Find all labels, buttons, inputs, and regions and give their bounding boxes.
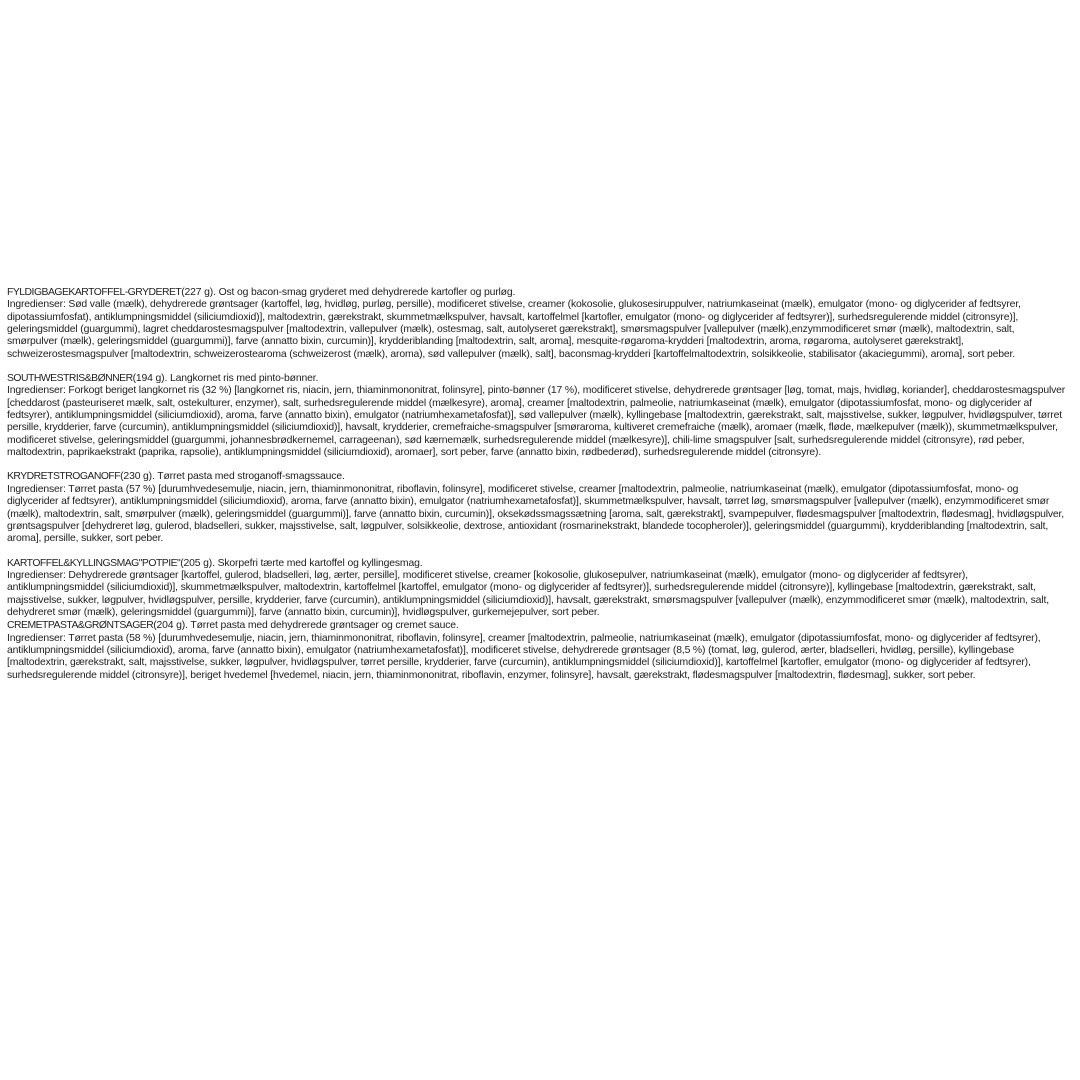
product-description: Tørret pasta med dehydrerede grøntsager og cremet sauce. [187, 620, 459, 632]
product-weight: (194 g). [132, 373, 168, 385]
product-block [7, 471, 1067, 545]
product-block [7, 373, 1067, 459]
product-title: CREMETPASTA&GRØNTSAGER [7, 620, 154, 632]
product-ingredients: Ingredienser: Forkogt beriget langkornet ris (32 %) [langkornet ris, niacin, jern, thiaminmononitrat, folinsyre], pinto-bønner (17 %), modificeret stivelse, dehydrerede grøntsager [løg, tomat, majs, hvidløg, koriander], cheddarostesmagspulver [cheddarost (pasteuriseret mælk, salt, ostekulturer, enzymer), salt, surhedsregulerende middel (mælkesyre), aroma], creamer [maltodextrin, palmeolie, natriumkaseinat (mælk), emulgator (dipotassiumfosfat, mono- og diglycerider af fedtsyrer), antiklumpningsmiddel (siliciumdioxid), aroma, farve (annatto bixin), emulgator (natriumhexametafosfat)], sød vallepulver (mælk), kyllingebase [maltodextrin, gærekstrakt, salt, majsstivelse, sukker, løgpulver, hvidløgspulver, tørret persille, krydderier, farve (curcumin), antiklumpningsmiddel (siliciumdioxid)], havsalt, krydderier, cremefraiche-smagspulver [smøraroma, kultiveret cremefraiche (mælk), aromaer (mælk, fløde, mælkepulver (mælk)), skummetmælkspulver, modificeret stivelse, geleringsmiddel (guargummi, johannesbrødkernemel, carrageenan), sød kærnemælk, surhedsregulerende middel (mælkesyre)], chili-lime smagspulver [salt, surhedsregulerende middel (citronsyre), rød peber, maltodextrin, paprikaekstrakt (paprika, rapsolie), antiklumpningsmiddel (siliciumdioxid), aromaer], sort peber, farve (annatto bixin, rødbederød), surhedsregulerende middel (citronsyre). [7, 385, 1066, 459]
product-weight: (205 g). [180, 557, 215, 569]
product-block [7, 287, 1067, 361]
product-ingredients: Ingredienser: Dehydrerede grøntsager [kartoffel, gulerod, bladselleri, løg, ærter, persille], modificeret stivelse, creamer [kokosolie, glukosepulver, natriumkaseinat (mælk), emulgator (mono- og diglycerider af fedtsyrer), antiklumpningsmiddel (siliciumdioxid)], skummetmælkspulver, maltodextrin, kartoffelmel [kartoffel, emulgator (mono- og diglycerider af fedtsyrer)], surhedsregulerende middel (citronsyre)], kyllingebase [maltodextrin, gærekstrakt, salt, majsstivelse, sukker, løgpulver, hvidløgspulver, persille, krydderier, farve (curcumin), antiklumpningsmiddel (siliciumdioxid)], havsalt, gærekstrakt, smørsmagspulver [vallepulver (mælk), enzymmodificeret smør (mælk), maltodextrin, salt, dehydreret smør (mælk), geleringsmiddel (guargummi)], farve (annatto bixin, curcumin)], hvidløgspulver, gurkemejepulver, sort peber. [7, 569, 1049, 618]
product-heading [7, 558, 1067, 570]
product-weight: (230 g). [120, 471, 155, 483]
product-title: KARTOFFEL&KYLLINGSMAG"POTPIE" [7, 557, 181, 569]
ingredient-list [7, 287, 1067, 694]
product-heading [7, 620, 1067, 632]
product-block [7, 558, 1067, 620]
product-title: FYLDIGBAGEKARTOFFEL-GRYDERET [7, 287, 182, 298]
product-description: Tørret pasta med stroganoff-smagssauce. [154, 471, 345, 483]
product-title: KRYDRETSTROGANOFF [7, 471, 121, 483]
product-ingredients: Ingredienser: Sød valle (mælk), dehydrerede grøntsager (kartoffel, løg, hvidløg, purløg, persille), modificeret stivelse, creamer (kokosolie, glukosesiruppulver, natriumkaseinat (mælk), emulgator (mono- og diglycerider af fedtsyrer, dipotassiumfosfat), antiklumpningsmiddel (siliciumdioxid)], maltodextrin, gærekstrakt, skummetmælkspulver, havsalt, kartoffelmel [kartofler, emulgator (mono- og diglycerider af fedtsyrer)], surhedsregulerende middel (citronsyre)], geleringsmiddel (guargummi), lagret cheddarostesmagspulver [maltodextrin, vallepulver (mælk), ostesmag, salt, autolyseret gærekstrakt], smørsmagspulver [vallepulver (mælk),enzymmodificeret smør (mælk), maltodextrin, salt, smørpulver (mælk), geleringsmiddel (guargummi)], farve (annatto bixin, curcumin)], krydderiblanding [maltodextrin, salt, aroma], mesquite-røgaroma-krydderi [maltodextrin, aroma, røgaroma, autolyseret gærekstrakt], schweizerostesmagspulver [maltodextrin, schweizerostearoma (schweizerost (mælk), aroma), sød vallepulver (mælk), salt], baconsmag-krydderi [kartoffelmaltodextrin, solsikkeolie, stabilisator (akaciegummi), aroma], sort peber. [7, 299, 1021, 360]
product-description: Langkornet ris med pinto-bønner. [167, 373, 319, 385]
product-description: Ost og bacon-smag gryderet med dehydrerede kartofler og purløg. [215, 287, 516, 298]
product-heading [7, 471, 1067, 483]
product-heading [7, 287, 1067, 299]
product-ingredients: Ingredienser: Tørret pasta (58 %) [durumhvedesemulje, niacin, jern, thiaminmononitrat, riboflavin, folinsyre], creamer [maltodextrin, palmeolie, natriumkaseinat (mælk), emulgator (dipotassiumfosfat, mono- og diglycerider af fedtsyrer), antiklumpningsmiddel (siliciumdioxid), aroma, farve (annatto bixin), emulgator (natriumhexametafosfat)], modificeret stivelse, dehydrerede grøntsager (8,5 %) (tomat, løg, gulerod, ærter, bladselleri, hvidløg, persille), kyllingebase [maltodextrin, gærekstrakt, salt, majsstivelse, sukker, løgpulver, hvidløgspulver, tørret persille, krydderier, farve (curcumin), antiklumpningsmiddel (siliciumdioxid)], kartoffelmel [kartofler, emulgator (mono- og diglycerider af fedtsyrer), surhedsregulerende middel (citronsyre)], beriget hvedemel [hvedemel, niacin, jern, thiaminmononitrat, riboflavin, enzymer, folinsyre], havsalt, gærekstrakt, flødesmagspulver [maltodextrin, flødesmag], sukker, sort peber. [7, 632, 1041, 681]
product-heading [7, 373, 1067, 385]
product-weight: (204 g). [153, 620, 188, 632]
product-title: SOUTHWESTRIS&BØNNER [7, 373, 133, 385]
product-description: Skorpefri tærte med kartoffel og kyllingesmag. [214, 557, 423, 569]
product-block [7, 620, 1067, 682]
product-ingredients: Ingredienser: Tørret pasta (57 %) [durumhvedesemulje, niacin, jern, thiaminmononitrat, riboflavin, folinsyre], modificeret stivelse, creamer [maltodextrin, palmeolie, natriumkaseinat (mælk), emulgator (dipotassiumfosfat, mono- og diglycerider af fedtsyrer), antiklumpningsmiddel (siliciumdioxid), aroma, farve (annatto bixin), emulgator (natriumhexametafosfat)], skummetmælkspulver, havsalt, tørret løg, smørsmagspulver [vallepulver (mælk), enzymmodificeret smør (mælk), maltodextrin, salt, smørpulver (mælk), geleringsmiddel (guargummi)], farve (annatto bixin, curcumin)], oksekødssmagssætning [aroma, salt, gærekstrakt], svampepulver, flødesmagspulver [maltodextrin, flødesmag], hvidløgspulver, grøntsagspulver [dehydreret løg, gulerod, bladselleri, sukker, majsstivelse, salt, løgpulver, solsikkeolie, dextrose, antioxidant (rosmarinekstrakt, blandede tocopheroler)], geleringsmiddel (guargummi), krydderiblanding [maltodextrin, salt, aroma], persille, sukker, sort peber. [7, 483, 1065, 545]
product-weight: (227 g). [181, 287, 216, 298]
